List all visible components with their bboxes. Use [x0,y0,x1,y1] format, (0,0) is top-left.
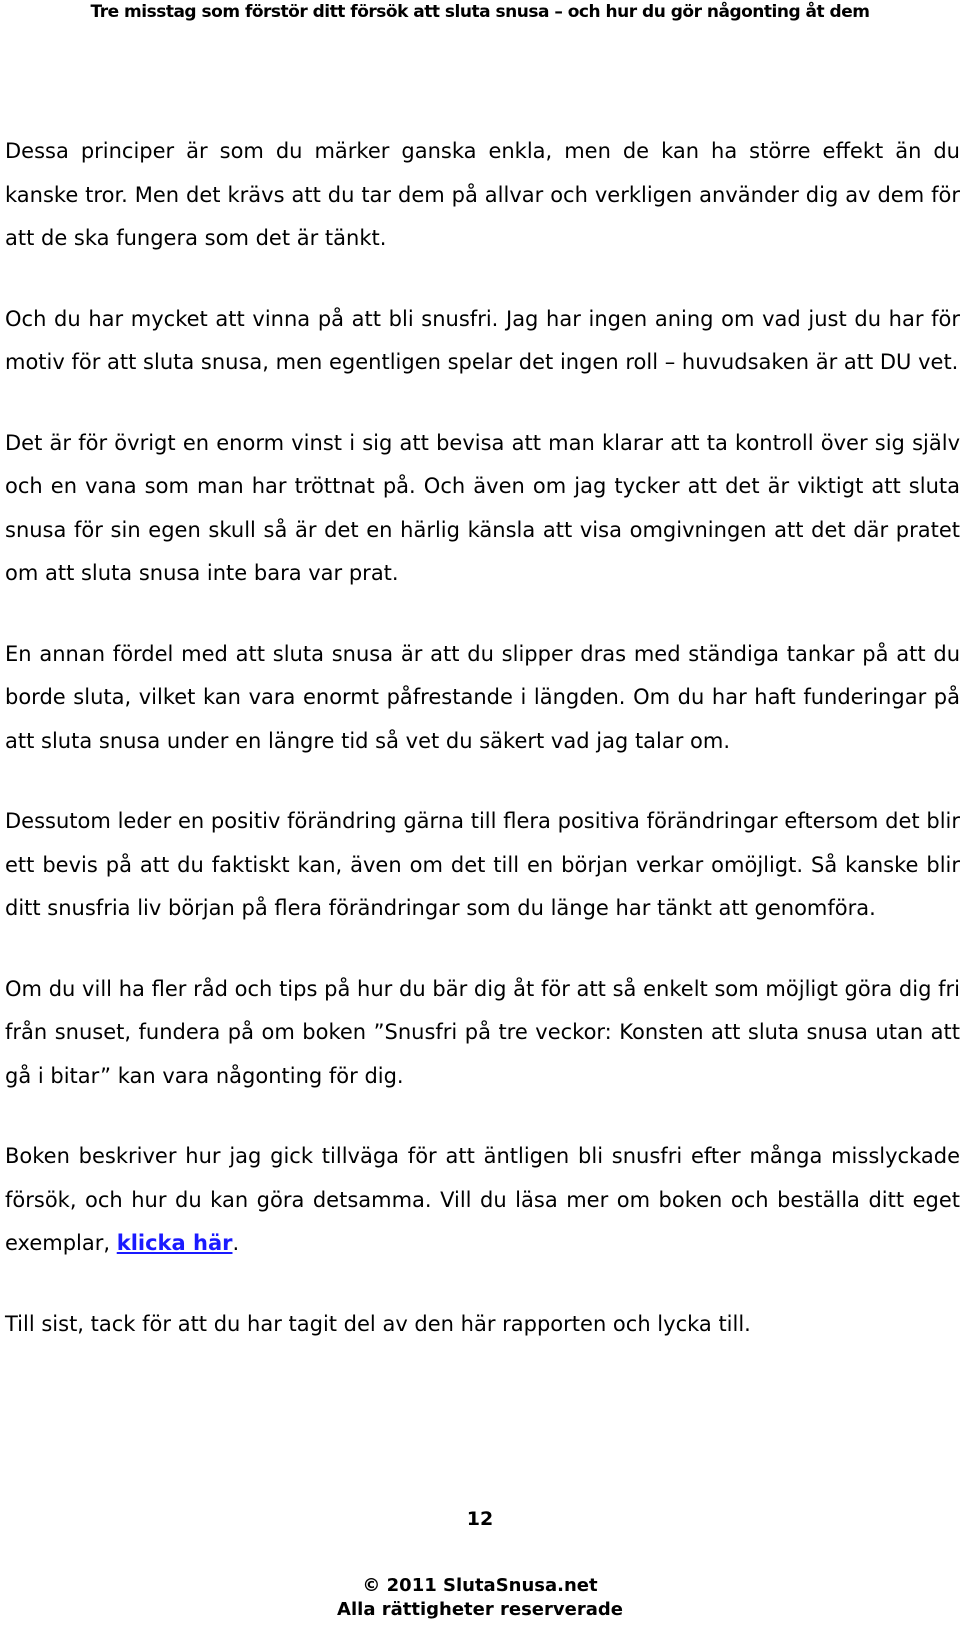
paragraph-4: En annan fördel med att sluta snusa är att du slipper dras med ständiga tankar på att du borde sluta, vilket kan vara enormt påfrestande i längden. Om du har haft funderingar på att sluta snusa under en längre tid så vet du säkert vad jag talar om. [5,641,960,753]
page-number: 12 [466,1508,494,1530]
paragraph-2: Och du har mycket att vinna på att bli snusfri. Jag har ingen aning om vad just du har för motiv för att sluta snusa, men egentligen spelar det ingen roll – huvudsaken är att DU vet. [5,306,960,374]
paragraph-6: Om du vill ha fler råd och tips på hur du bär dig åt för att så enkelt som möjligt göra dig fri från snuset, fundera på om boken ”Snusfri på tre veckor: Konsten att sluta snusa utan att gå i bitar” kan vara någonting för dig. [5,976,960,1088]
book-text-end: . [232,1231,240,1255]
paragraph-1: Dessa principer är som du märker ganska enkla, men de kan ha större effekt än du kanske tror. Men det krävs att du tar dem på allvar och verkligen använder dig av dem för att de ska fungera som det är tänkt. [5,139,960,250]
footer-rights: Alla rättigheter reserverade [337,1599,623,1620]
paragraph-5: Dessutom leder en positiv förändring gärna till flera positiva förändringar eftersom det blir ett bevis på att du faktiskt kan, även om det till en början verkar omöjligt. Så kanske blir ditt snusfria liv början på flera förändringar som du länge har tänkt att genomföra. [5,809,960,920]
page-header [0,2,960,22]
document-body [5,130,960,1346]
paragraph-closing: Till sist, tack för att du har tagit del av den här rapporten och lycka till. [5,1311,751,1336]
order-book-link[interactable]: klicka här [116,1231,233,1255]
page-footer [0,1574,960,1622]
book-text: Boken beskriver hur jag gick tillväga för att äntligen bli snusfri efter många misslyckade försök, och hur du kan göra detsamma. Vill du läsa mer om boken och beställa ditt eget exemplar, [5,1144,960,1255]
header-title: Tre misstag som förstör ditt försök att sluta snusa – och hur du gör någonting åt dem [90,2,870,22]
paragraph-book [5,1135,960,1266]
footer-copyright: © 2011 SlutaSnusa.net [362,1575,598,1596]
paragraph-3: Det är för övrigt en enorm vinst i sig att bevisa att man klarar att ta kontroll över sig själv och en vana som man har tröttnat på. Och även om jag tycker att det är viktigt att sluta snusa för sin egen skull så är det en härlig känsla att visa omgivningen att det där pratet om att sluta snusa inte bara var prat. [5,430,960,585]
